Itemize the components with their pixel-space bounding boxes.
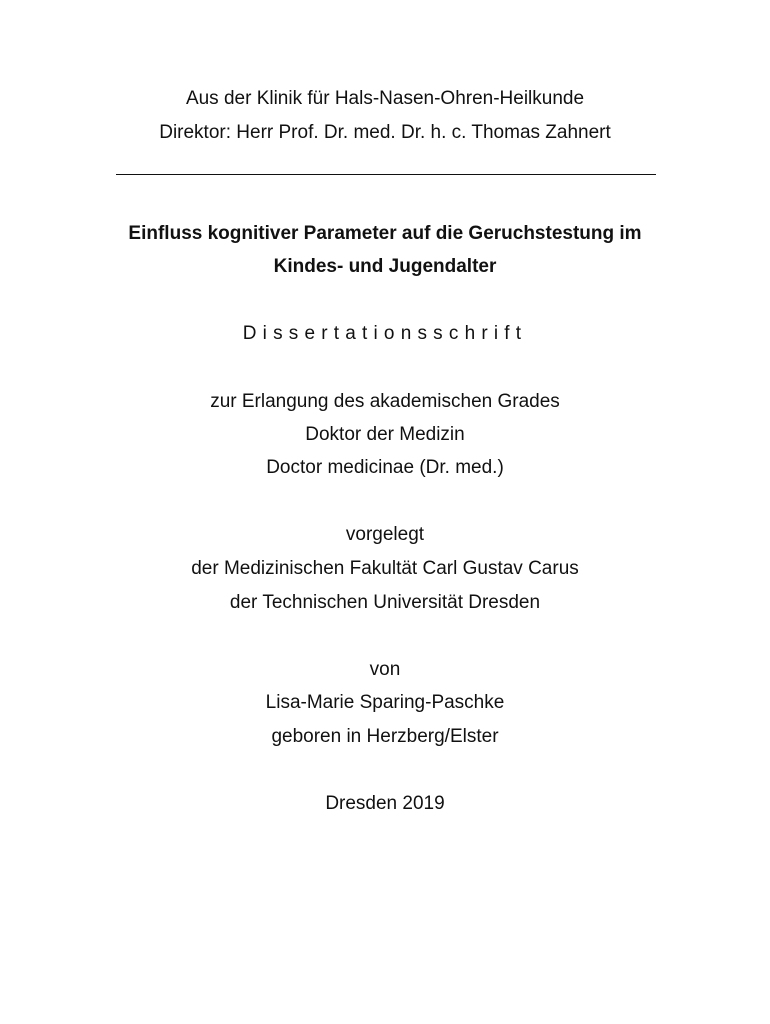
author-by: von: [369, 659, 401, 680]
director-line: Direktor: Herr Prof. Dr. med. Dr. h. c. Thomas Zahnert: [159, 122, 611, 143]
place-and-year: Dresden 2019: [325, 793, 445, 814]
clinic-line: Aus der Klinik für Hals-Nasen-Ohren-Heilkunde: [185, 88, 585, 109]
author-name: Lisa-Marie Sparing-Paschke: [265, 692, 505, 713]
degree-line-2: Doktor der Medizin: [305, 424, 465, 445]
submission-line-3: der Technischen Universität Dresden: [229, 592, 541, 613]
author-birthplace: geboren in Herzberg/Elster: [271, 726, 499, 747]
degree-line-3: Doctor medicinae (Dr. med.): [266, 457, 504, 478]
thesis-title-line-2: Kindes- und Jugendalter: [273, 256, 497, 277]
submission-line-1: vorgelegt: [345, 524, 425, 545]
thesis-title-line-1: Einfluss kognitiver Parameter auf die Geruchstestung im: [128, 223, 642, 244]
degree-line-1: zur Erlangung des akademischen Grades: [210, 391, 560, 412]
document-type: Dissertationsschrift: [242, 323, 528, 344]
submission-line-2: der Medizinischen Fakultät Carl Gustav Carus: [191, 558, 579, 579]
header-divider: [116, 174, 656, 175]
